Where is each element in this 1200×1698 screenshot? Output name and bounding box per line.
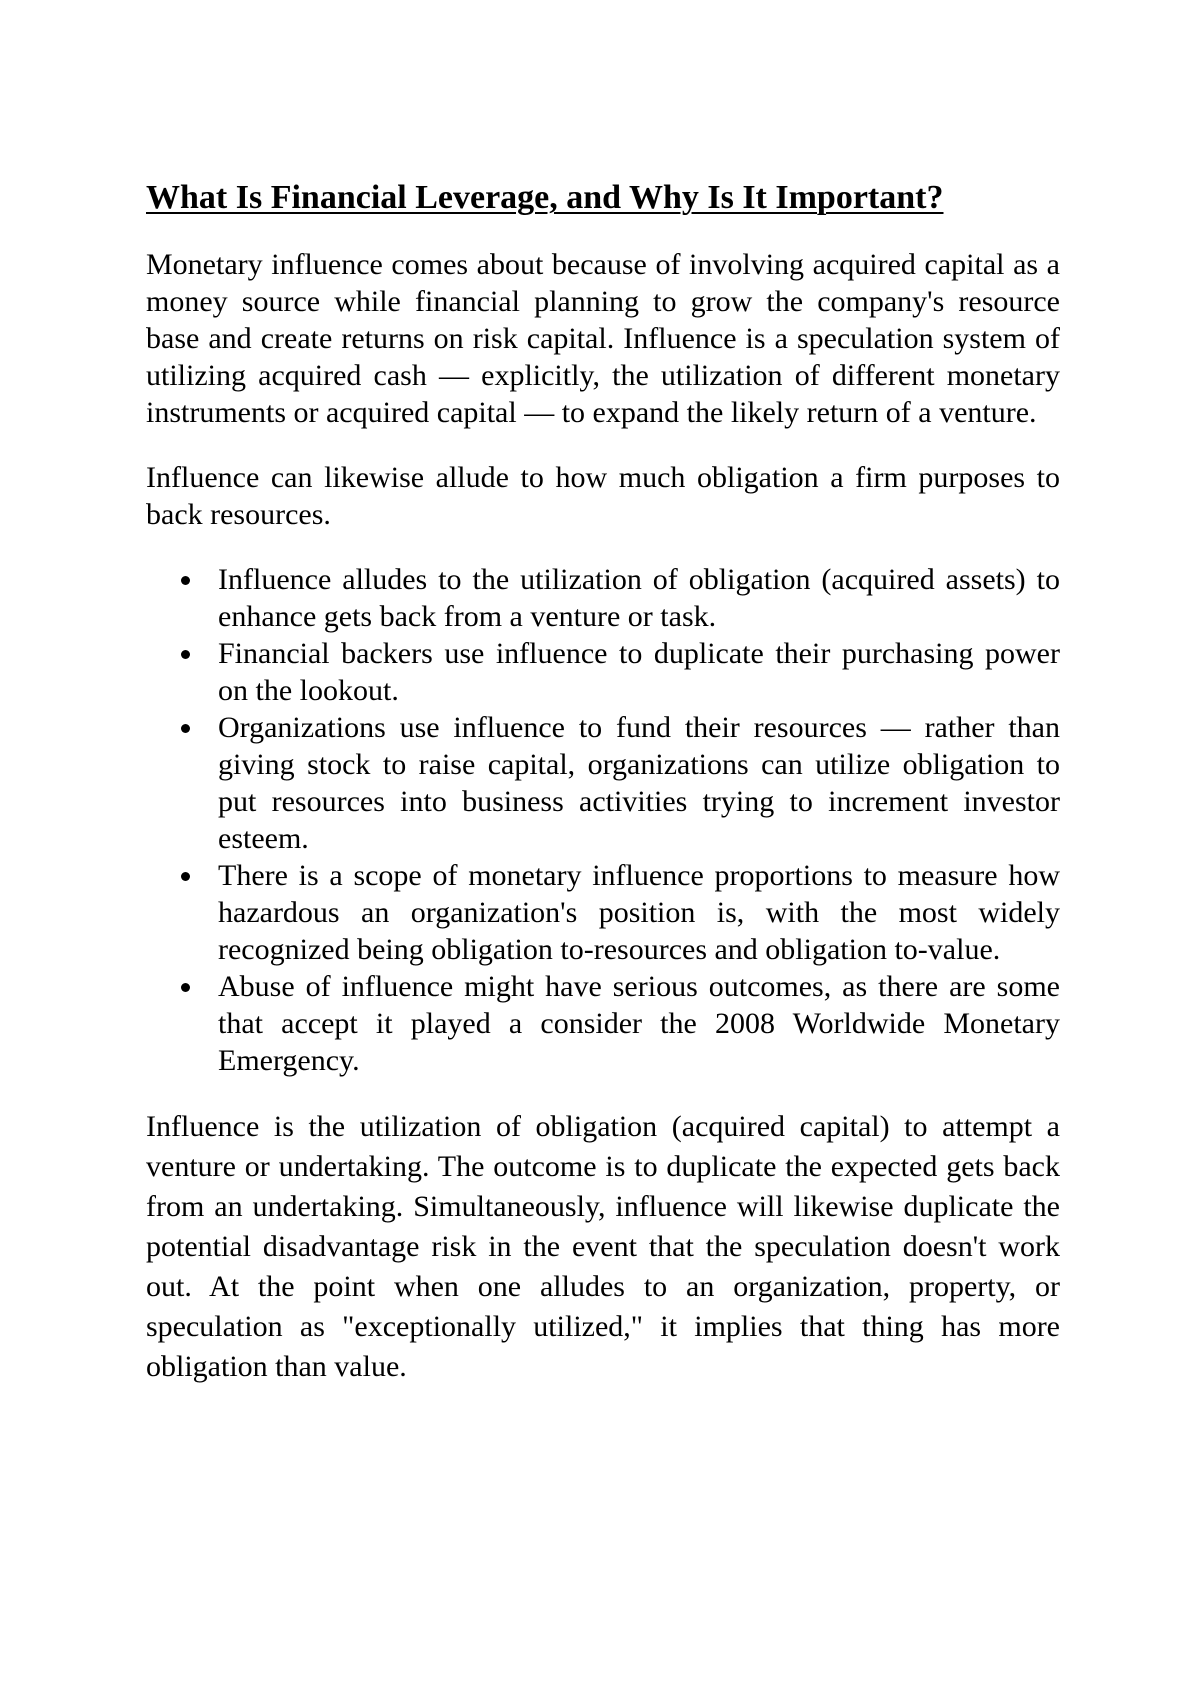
list-item-text: Financial backers use influence to duplicate their purchasing power on the lookout. — [218, 637, 1060, 707]
bullet-icon — [181, 576, 190, 585]
list-item-text: Influence alludes to the utilization of obligation (acquired assets) to enhance gets back from a venture or task. — [218, 563, 1060, 633]
list-item-text: Abuse of influence might have serious outcomes, as there are some that accept it played a consider the 2008 Worldwide Monetary Emergency. — [218, 970, 1060, 1077]
intro-paragraph: Monetary influence comes about because of involving acquired capital as a money source while financial planning to grow the company's resource base and create returns on risk capital. Influence is a speculation system of utilizing acquired cash — explicitly, the utilization of different monetary instruments or acquired capital — to expand the likely return of a venture. — [146, 248, 1060, 429]
definition-paragraph: Influence can likewise allude to how much obligation a firm purposes to back resources. — [146, 461, 1060, 531]
key-points-list — [146, 561, 1060, 1079]
list-item — [218, 857, 1060, 968]
list-item-text: Organizations use influence to fund their resources — rather than giving stock to raise capital, organizations can utilize obligation to put resources into business activities trying to increment investor esteem. — [218, 711, 1060, 855]
list-item — [218, 709, 1060, 857]
list-item — [218, 968, 1060, 1079]
list-item — [218, 635, 1060, 709]
list-item-text: There is a scope of monetary influence proportions to measure how hazardous an organization's position is, with the most widely recognized being obligation to-resources and obligation to-value. — [218, 859, 1060, 966]
bullet-icon — [181, 724, 190, 733]
document-title: What Is Financial Leverage, and Why Is It Important? — [146, 179, 944, 216]
closing-paragraph: Influence is the utilization of obligation (acquired capital) to attempt a venture or undertaking. The outcome is to duplicate the expected gets back from an undertaking. Simultaneously, influence will likewise duplicate the potential disadvantage risk in the event that the speculation doesn't work out. At the point when one alludes to an organization, property, or speculation as "exceptionally utilized," it implies that thing has more obligation than value. — [146, 1110, 1060, 1383]
bullet-icon — [181, 650, 190, 659]
bullet-icon — [181, 872, 190, 881]
list-item — [218, 561, 1060, 635]
document-page — [146, 178, 1060, 1415]
bullet-icon — [181, 983, 190, 992]
